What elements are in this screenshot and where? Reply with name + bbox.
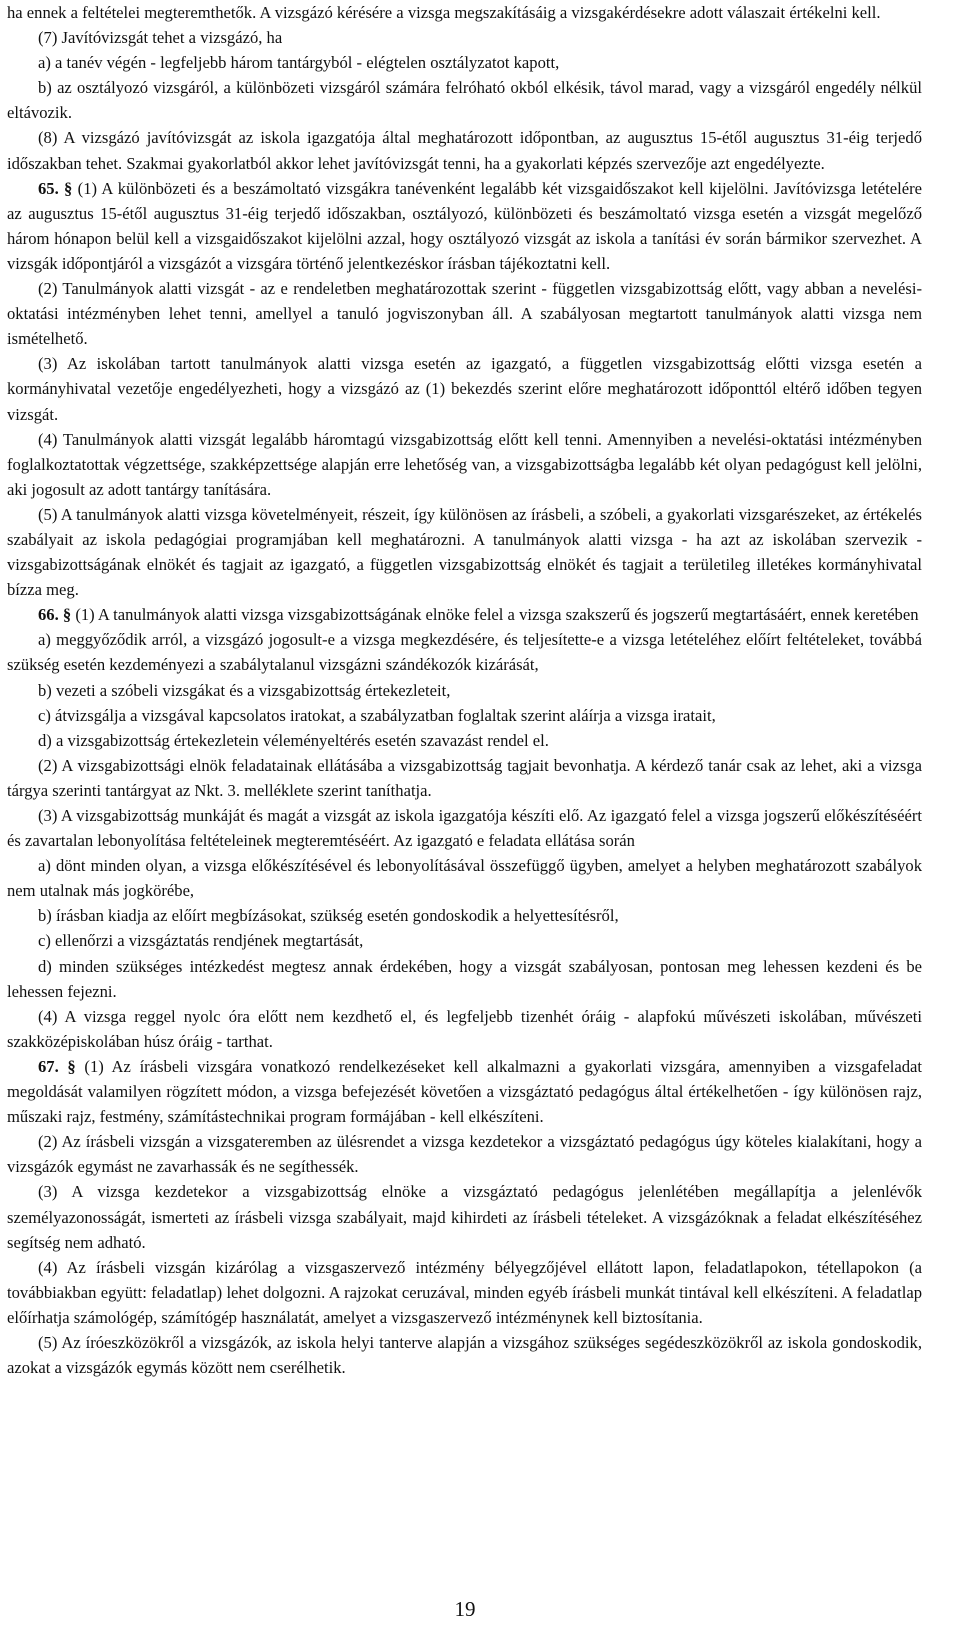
paragraph: [7, 427, 922, 502]
paragraph-text: (2) Tanulmányok alatti vizsgát - az e rendeletben meghatározottak szerint - független vizsgabizottság előtt, vagy abban a nevelési-oktatási intézményben lehet tenni, amellyel a tanuló jogviszonyban áll. A szabályosan megtartott tanulmányok alatti vizsga nem ismételhető.: [7, 279, 922, 349]
paragraph: [7, 351, 922, 426]
paragraph: [7, 954, 922, 1004]
paragraph-text: d) a vizsgabizottság értekezletein véleményeltérés esetén szavazást rendel el.: [38, 730, 549, 750]
paragraph-text: a) dönt minden olyan, a vizsga előkészítésével és lebonyolításával összefüggő ügyben, amelyet a helyben meghatározott szabályok nem utalnak más jogkörébe,: [7, 856, 922, 901]
paragraph-text: (5) Az íróeszközökről a vizsgázók, az iskola helyi tanterve alapján a vizsgához szükséges segédeszközökről az iskola gondoskodik, azokat a vizsgázók egymás között nem cserélhetik.: [7, 1332, 922, 1378]
paragraph: [7, 1004, 922, 1054]
paragraph: [7, 125, 922, 175]
paragraph: [7, 50, 922, 75]
paragraph-text: (5) A tanulmányok alatti vizsga követelményeit, részeit, így különösen az írásbeli, a szóbeli, a gyakorlati vizsgarészeket, az értékelés szabályait az iskola pedagógiai programjában kell meghatározni. A tanulmányok alatti vizsga - ha azt az iskolában szervezik - vizsgabizottságának elnökét és tagjait az igazgató, a független vizsgabizottság elnökét és tagjait a területileg illetékes kormányhivatal bízza meg.: [7, 504, 922, 600]
paragraph-text: b) írásban kiadja az előírt megbízásokat, szükség esetén gondoskodik a helyettesítésről,: [38, 906, 619, 926]
page-number: 19: [454, 1597, 476, 1621]
paragraph-text: b) az osztályozó vizsgáról, a különbözeti vizsgáról számára felróható okból elkésik, távol marad, vagy a vizsgáról engedély nélkül eltávozik.: [7, 78, 922, 123]
paragraph: [7, 0, 922, 25]
paragraph-text: (1) Az írásbeli vizsgára vonatkozó rendelkezéseket kell alkalmazni a gyakorlati vizsgára, amennyiben a vizsgafeladat megoldását valamilyen rögzített módon, a vizsga befejezését követően a vizsgáztató pedagógus által értékelhetően - így különösen rajz, műszaki rajz, festmény, számítástechnikai program formájában - kell elkészíteni.: [7, 1056, 923, 1127]
paragraph-text: a) a tanév végén - legfeljebb három tantárgyból - elégtelen osztályzatot kapott,: [38, 53, 560, 73]
paragraph: [7, 627, 922, 677]
paragraph-text: (2) Az írásbeli vizsgán a vizsgateremben az ülésrendet a vizsga kezdetekor a vizsgáztató pedagógus úgy köteles kialakítani, hogy a vizsgázók egymást ne zavarhassák és ne segíthessék.: [7, 1132, 922, 1177]
document-body: [7, 0, 922, 1380]
section-number: 66. §: [38, 605, 72, 625]
paragraph: [7, 276, 922, 351]
paragraph: [7, 1330, 922, 1380]
paragraph-text: b) vezeti a szóbeli vizsgákat és a vizsgabizottság értekezleteit,: [38, 680, 451, 700]
paragraph-text: (7) Javítóvizsgát tehet a vizsgázó, ha: [38, 28, 283, 48]
paragraph: [7, 1179, 922, 1254]
paragraph: [7, 1129, 922, 1179]
paragraph-text: (3) A vizsgabizottság munkáját és magát a vizsgát az iskola igazgatója készíti elő. Az igazgató felel a vizsga jogszerű előkészítéséért és zavartalan lebonyolítása feltételeinek megteremtéséért. Az igazgató e feladata ellátása során: [7, 806, 922, 851]
paragraph-text: (1) A különbözeti és a beszámoltató vizsgákra tanévenként legalább két vizsgaidőszakot kell kijelölni. Javítóvizsga letételére az augusztus 15-étől augusztus 31-éig terjedő időszakban, osztályozó, különbözeti és beszámoltató vizsga esetén a vizsgát megelőző három hónapon belül kell a vizsgaidőszakot kijelölni azzal, hogy osztályozó vizsgát az iskola a tanítási év során bármikor szervezhet. A vizsgák időpontjáról a vizsgázót a vizsgára történő jelentkezéskor írásban tájékoztatni kell.: [7, 178, 922, 273]
paragraph-text: (3) Az iskolában tartott tanulmányok alatti vizsga esetén az igazgató, a független vizsgabizottság előtti vizsga esetén a kormányhivatal vezetője engedélyezheti, hogy a vizsgázó az (1) bekezdés szerint előre meghatározott időponttól eltérő időben tegyen vizsgát.: [7, 354, 922, 424]
paragraph: [7, 903, 922, 928]
paragraph-text: (1) A tanulmányok alatti vizsga vizsgabizottságának elnöke felel a vizsga szakszerű és jogszerű megtartásáért, ennek keretében: [71, 605, 919, 625]
paragraph-text: c) átvizsgálja a vizsgával kapcsolatos iratokat, a szabályzatban foglaltak szerint aláírja a vizsga iratait,: [38, 705, 716, 725]
section-paragraph: [7, 176, 922, 276]
paragraph-text: (3) A vizsga kezdetekor a vizsgabizottság elnöke a vizsgáztató pedagógus jelenlétében megállapítja a jelenlévők személyazonosságát, ismerteti az írásbeli vizsga szabályait, majd kihirdeti az írásbeli tételeket. A vizsgázóknak a feladat elkészítéséhez segítség nem adható.: [7, 1182, 922, 1252]
section-number: 65. §: [38, 178, 73, 198]
paragraph-text: d) minden szükséges intézkedést megtesz annak érdekében, hogy a vizsgát szabályosan, pontosan meg lehessen kezdeni és be lehessen fejezni.: [7, 956, 922, 1001]
paragraph-text: (4) A vizsga reggel nyolc óra előtt nem kezdhető el, és legfeljebb tizenhét óráig - alapfokú művészeti iskolában, művészeti szakközépiskolában húsz óráig - tarthat.: [7, 1006, 922, 1051]
paragraph-text: (8) A vizsgázó javítóvizsgát az iskola igazgatója által meghatározott időpontban, az augusztus 15-étől augusztus 31-éig terjedő időszakban tehet. Szakmai gyakorlatból akkor lehet javítóvizsgát tenni, ha a gyakorlati képzés szervezője azt engedélyezte.: [7, 128, 922, 173]
paragraph: [7, 753, 922, 803]
paragraph: [7, 853, 922, 903]
paragraph-text: a) meggyőződik arról, a vizsgázó jogosult-e a vizsga megkezdésére, és teljesítette-e a vizsga letételéhez előírt feltételeket, továbbá szükség esetén kezdeményezi a szabálytalanul vizsgázni szándékozók kizárását,: [7, 630, 922, 675]
paragraph: [7, 25, 922, 50]
paragraph: [7, 1255, 922, 1330]
paragraph-text: (4) Tanulmányok alatti vizsgát legalább háromtagú vizsgabizottság előtt kell tenni. Amennyiben a nevelési-oktatási intézményben foglalkoztatottak végzettsége, szakképzettsége alapján erre lehetőség van, a vizsgabizottságba legalább két olyan pedagógust kell jelölni, aki jogosult az adott tantárgy tanítására.: [7, 429, 922, 499]
paragraph-text: c) ellenőrzi a vizsgáztatás rendjének megtartását,: [38, 931, 364, 951]
paragraph: [7, 928, 922, 953]
section-paragraph: [7, 602, 922, 627]
paragraph-text: (2) A vizsgabizottsági elnök feladatainak ellátásába a vizsgabizottság tagjait bevonhatja. A kérdező tanár csak az lehet, aki a vizsga tárgya szerinti tantárgyat az Nkt. 3. melléklete szerint taníthatja.: [7, 755, 922, 800]
paragraph-text: (4) Az írásbeli vizsgán kizárólag a vizsgaszervező intézmény bélyegzőjével ellátott lapon, feladatlapokon, tétellapokon (a továbbiakban együtt: feladatlap) lehet dolgozni. A rajzokat ceruzával, minden egyéb írásbeli munkát tintával kell elkészíteni. A feladatlap előírhatja számológép, számítógép használatát, amelyet a vizsgaszervező intézménynek kell biztosítania.: [7, 1257, 922, 1327]
paragraph: [7, 728, 922, 753]
paragraph-text: ha ennek a feltételei megteremthetők. A vizsgázó kérésére a vizsga megszakításáig a vizsgakérdésekre adott válaszait értékelni kell.: [7, 3, 881, 22]
paragraph: [7, 703, 922, 728]
paragraph: [7, 678, 922, 703]
section-paragraph: [7, 1054, 922, 1129]
paragraph: [7, 75, 922, 125]
paragraph: [7, 502, 922, 602]
paragraph: [7, 803, 922, 853]
section-number: 67. §: [38, 1056, 76, 1076]
